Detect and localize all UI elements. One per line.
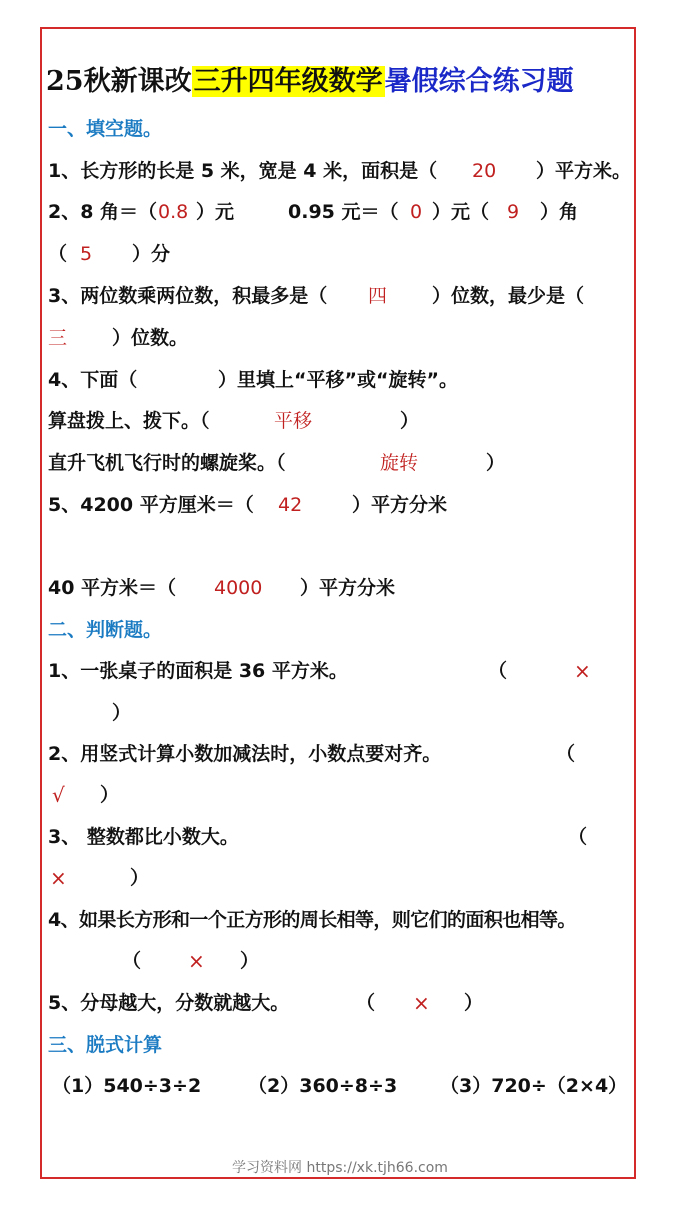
s2-q3-open: （ <box>568 826 588 848</box>
s1-q2-ans2: 0 <box>410 201 423 223</box>
s2-q3-text: 3、 整数都比小数大。 <box>48 826 239 848</box>
section1-heading: 一、填空题。 <box>48 118 163 140</box>
s1-q2-l2b: ）分 <box>132 243 171 265</box>
section2-heading: 二、判断题。 <box>48 619 163 641</box>
s1-q2-l2a: （ <box>48 243 68 265</box>
title-part2: 暑假综合练习题 <box>384 66 574 97</box>
s2-q4-text: 4、如果长方形和一个正方形的周长相等，则它们的面积也相等。 <box>48 909 576 931</box>
s2-q4-close: ） <box>240 950 260 972</box>
s1-q1-answer: 20 <box>472 160 497 182</box>
section3-heading: 三、脱式计算 <box>48 1034 163 1056</box>
page-title <box>46 64 574 100</box>
s1-q3-ans2: 三 <box>48 327 68 349</box>
s2-q1-text: 1、一张桌子的面积是 36 平方米。 <box>48 660 348 682</box>
s2-q2-mark: √ <box>52 783 65 807</box>
s2-q1-mark: × <box>574 659 591 683</box>
s1-q5-d: ）平方分米 <box>300 577 396 599</box>
s1-q5-c: 40 平方米＝（ <box>48 577 177 599</box>
s2-q5-mark: × <box>413 991 430 1015</box>
s1-q1-text: 1、长方形的长是 5 米，宽是 4 米，面积是（ <box>48 160 438 182</box>
s1-q4-item1-end: ） <box>400 410 420 432</box>
s1-q4-stem-a: 4、下面（ <box>48 369 138 391</box>
s1-q5-ans1: 42 <box>278 494 303 516</box>
s1-q1-tail: ）平方米。 <box>536 160 632 182</box>
title-part1: 25秋新课改 <box>46 66 192 97</box>
s2-q5-text: 5、分母越大，分数就越大。 <box>48 992 290 1014</box>
s2-q1-close: ） <box>112 702 132 724</box>
s1-q2-a: 2、8 角＝（ <box>48 201 158 223</box>
s1-q2-ans1: 0.8 <box>158 201 189 223</box>
s3-item-1: （1）540÷3÷2 <box>52 1075 202 1097</box>
s2-q3-close: ） <box>130 867 150 889</box>
s1-q2-b: ）元 <box>196 201 235 223</box>
s2-q3-mark: × <box>50 866 67 890</box>
s2-q5-close: ） <box>464 992 484 1014</box>
s1-q4-item1: 算盘拨上、拨下。（ <box>48 410 210 432</box>
s1-q3-ans1: 四 <box>368 285 388 307</box>
s1-q2-ans4: 5 <box>80 243 93 265</box>
s1-q5-b: ）平方分米 <box>352 494 448 516</box>
s1-q2-e: ）角 <box>540 201 579 223</box>
s1-q3-a: 3、两位数乘两位数，积最多是（ <box>48 285 328 307</box>
s2-q2-open: （ <box>556 743 576 765</box>
s2-q4-mark: × <box>188 949 205 973</box>
s1-q5-a: 5、4200 平方厘米＝（ <box>48 494 254 516</box>
s2-q1-open: （ <box>488 660 508 682</box>
s3-item-3: （3）720÷（2×4） <box>440 1075 628 1097</box>
s1-q4-item2-end: ） <box>486 452 506 474</box>
s1-q4-ans1: 平移 <box>274 410 313 432</box>
s1-q4-ans2: 旋转 <box>380 452 419 474</box>
s1-q2-ans3: 9 <box>507 201 520 223</box>
s1-q2-d: ）元（ <box>432 201 490 223</box>
s2-q2-text: 2、用竖式计算小数加减法时，小数点要对齐。 <box>48 743 442 765</box>
s2-q5-open: （ <box>356 992 376 1014</box>
s2-q4-open: （ <box>122 950 142 972</box>
title-highlight: 三升四年级数学 <box>193 66 383 97</box>
s2-q2-close: ） <box>100 784 120 806</box>
s1-q1 <box>48 158 437 184</box>
s3-item-2: （2）360÷8÷3 <box>248 1075 398 1097</box>
s1-q5-ans2: 4000 <box>214 577 263 599</box>
s1-q2-c: 0.95 元＝（ <box>288 201 399 223</box>
s1-q3-c: ）位数。 <box>112 327 189 349</box>
s1-q4-item2: 直升飞机飞行时的螺旋桨。（ <box>48 452 286 474</box>
s1-q4-stem-b: ）里填上“平移”或“旋转”。 <box>218 369 458 391</box>
footer-watermark: 学习资料网 https://xk.tjh66.com <box>232 1160 448 1176</box>
s1-q3-b: ）位数，最少是（ <box>432 285 585 307</box>
